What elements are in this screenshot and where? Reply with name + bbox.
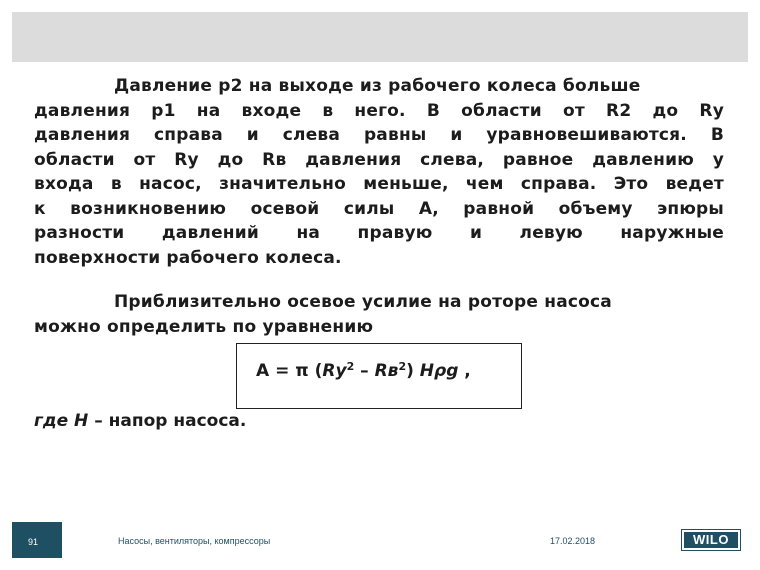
paragraph-line: Приблизительно осевое усилие на роторе насоса — [114, 292, 612, 312]
paragraph-line: области от Rу до Rв давления слева, равное давлению у — [34, 149, 724, 170]
note-rest: – напор насоса. — [88, 411, 247, 431]
page-number: 91 — [28, 537, 39, 547]
paragraph-line: можно определить по уравнению — [34, 316, 374, 337]
paragraph-line: давления справа и слева равны и уравновешиваются. В — [34, 125, 724, 145]
paragraph-pressure-description — [34, 74, 724, 270]
formula-lhs: А = — [256, 361, 296, 381]
formula-open: ( — [308, 361, 323, 381]
paragraph-line: к возникновению осевой силы А, равной объему эпюры — [34, 198, 724, 219]
head-h: Н — [419, 361, 435, 381]
paragraph-line: давления р1 на входе в него. В области от R2 до Rу — [34, 100, 724, 121]
formula-tail: , — [458, 361, 471, 381]
pi-symbol: π — [295, 361, 309, 381]
wilo-logo: WILO — [682, 530, 740, 550]
slide-header-band — [12, 12, 748, 62]
axial-force-formula — [256, 360, 471, 381]
paragraph-line: поверхности рабочего колеса. — [34, 247, 342, 268]
exponent: 2 — [346, 360, 355, 373]
paragraph-axial-force-intro — [34, 290, 724, 339]
footer-title: Насосы, вентиляторы, компрессоры — [118, 536, 271, 546]
note-prefix: где Н — [34, 411, 89, 431]
paragraph-line: входа в насос, значительно меньше, чем справа. Это ведет — [34, 174, 724, 194]
radius-rv: Rв — [374, 361, 399, 381]
radius-ry: Rу — [322, 361, 347, 381]
footer-date: 17.02.2018 — [550, 536, 596, 546]
paragraph-line: Давление р2 на выходе из рабочего колеса больше — [114, 76, 641, 96]
rho-symbol: ρ — [434, 361, 447, 381]
formula-close: ) — [406, 361, 420, 381]
formula-minus: – — [354, 361, 375, 381]
formula-note — [34, 411, 246, 431]
paragraph-line: разности давлений на правую и левую наружные — [34, 223, 724, 243]
gravity-g: g — [446, 361, 459, 381]
exponent: 2 — [398, 360, 407, 373]
